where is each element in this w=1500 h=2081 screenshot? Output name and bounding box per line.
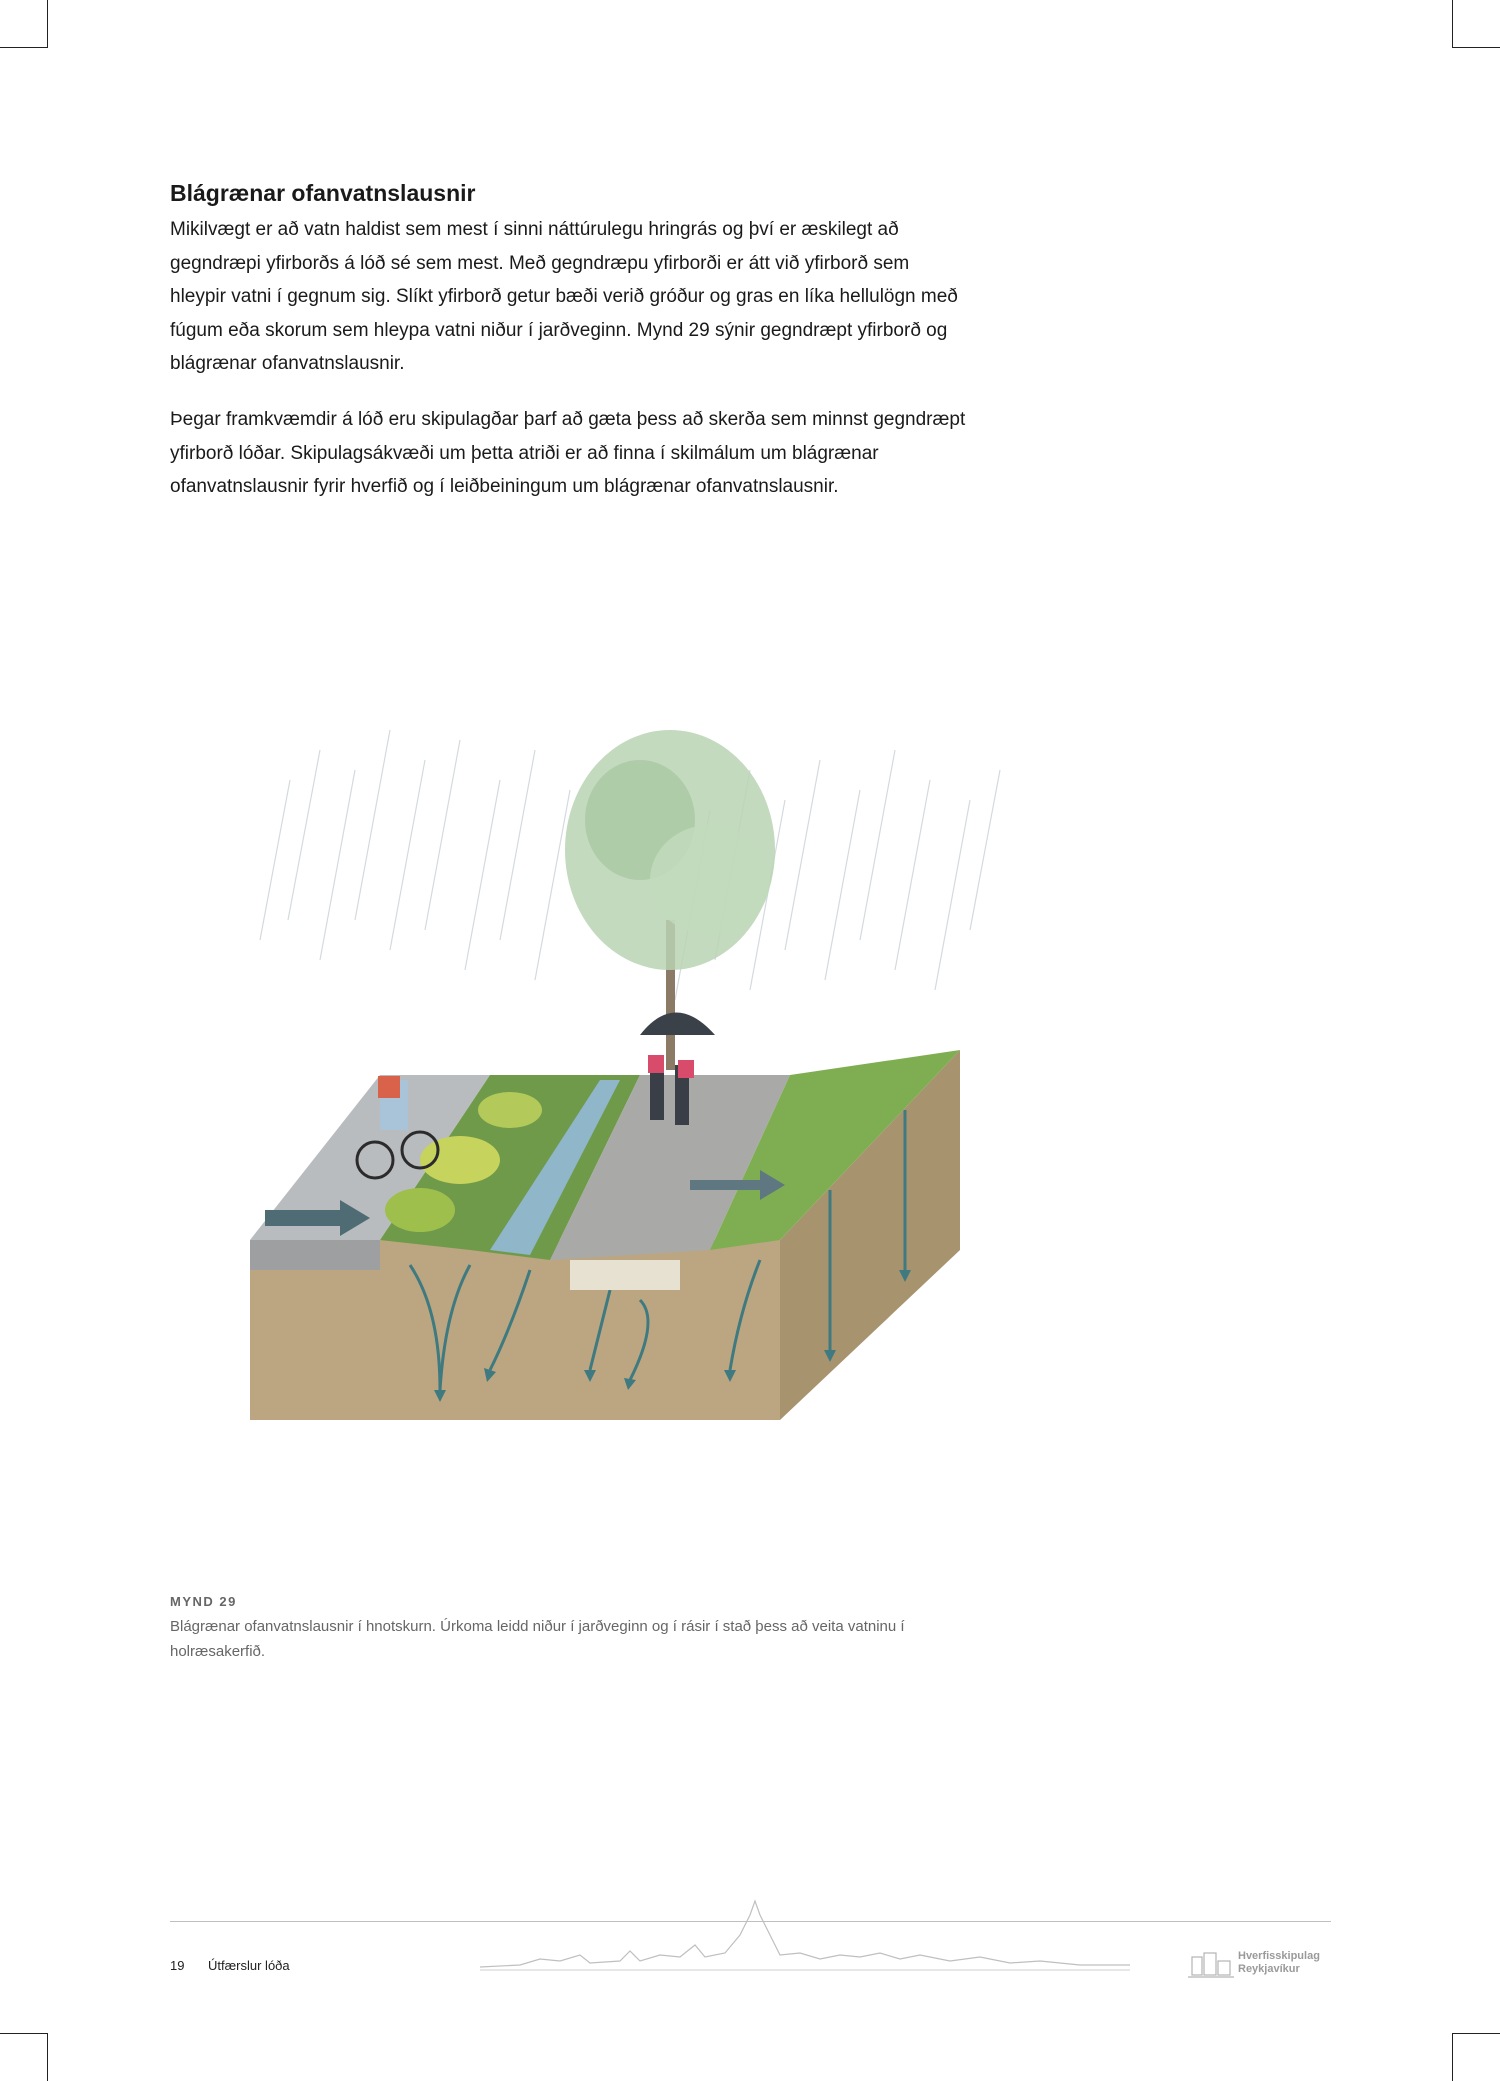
crop-mark (47, 0, 48, 48)
section-name: Útfærslur lóða (208, 1958, 290, 1973)
logo-line1: Hverfisskipulag (1238, 1950, 1320, 1962)
crop-mark (47, 2033, 48, 2081)
stormwater-illustration-svg (170, 690, 1130, 1490)
body-paragraph: Mikilvægt er að vatn haldist sem mest í sinni náttúrulegu hringrás og því er æskilegt að gegndræpi yfirborðs á lóð sé sem mest. Með gegndræpu yfirborði er átt við yfirborð sem hleypir vatni í gegnum sig. Slíkt yfirborð getur bæði verið gróður og gras en líka hellulögn með fúgum eða skorum sem hleypa vatni niður í jarðveginn. Mynd 29 sýnir gegndræpt yfirborð og blágrænar ofanvatnslausnir. (170, 219, 958, 374)
crop-mark (1452, 2033, 1453, 2081)
logo-mark-icon (1188, 1947, 1236, 1983)
stormwater-illustration (170, 690, 1130, 1490)
page-heading: Blágrænar ofanvatnslausnir (170, 180, 476, 206)
body-paragraph: Þegar framkvæmdir á lóð eru skipulagðar þarf að gæta þess að skerða sem minnst gegndræpt yfirborð lóðar. Skipulagsákvæði um þetta atriði er að finna í skilmálum um blágrænar ofanvatnslausnir fyrir hverfið og í leiðbeiningum um blágrænar ofanvatnslausnir. (170, 409, 966, 497)
crop-mark (0, 2033, 48, 2034)
drainage-layer (570, 1260, 680, 1290)
crop-mark (1452, 0, 1453, 48)
crop-mark (0, 47, 48, 48)
logo-line2: Reykjavíkur (1238, 1963, 1300, 1975)
city-skyline-icon (480, 1895, 1130, 1985)
page-number: 19 (170, 1958, 185, 1973)
crop-mark (1452, 2033, 1500, 2034)
logo (1188, 1947, 1333, 1983)
figure-caption: Blágrænar ofanvatnslausnir í hnotskurn. Úrkoma leidd niður í jarðveginn og í rásir í stað þess að veita vatninu í holræsakerfið. (170, 1618, 905, 1660)
crop-mark (1452, 47, 1500, 48)
figure-label: MYND 29 (170, 1594, 237, 1609)
